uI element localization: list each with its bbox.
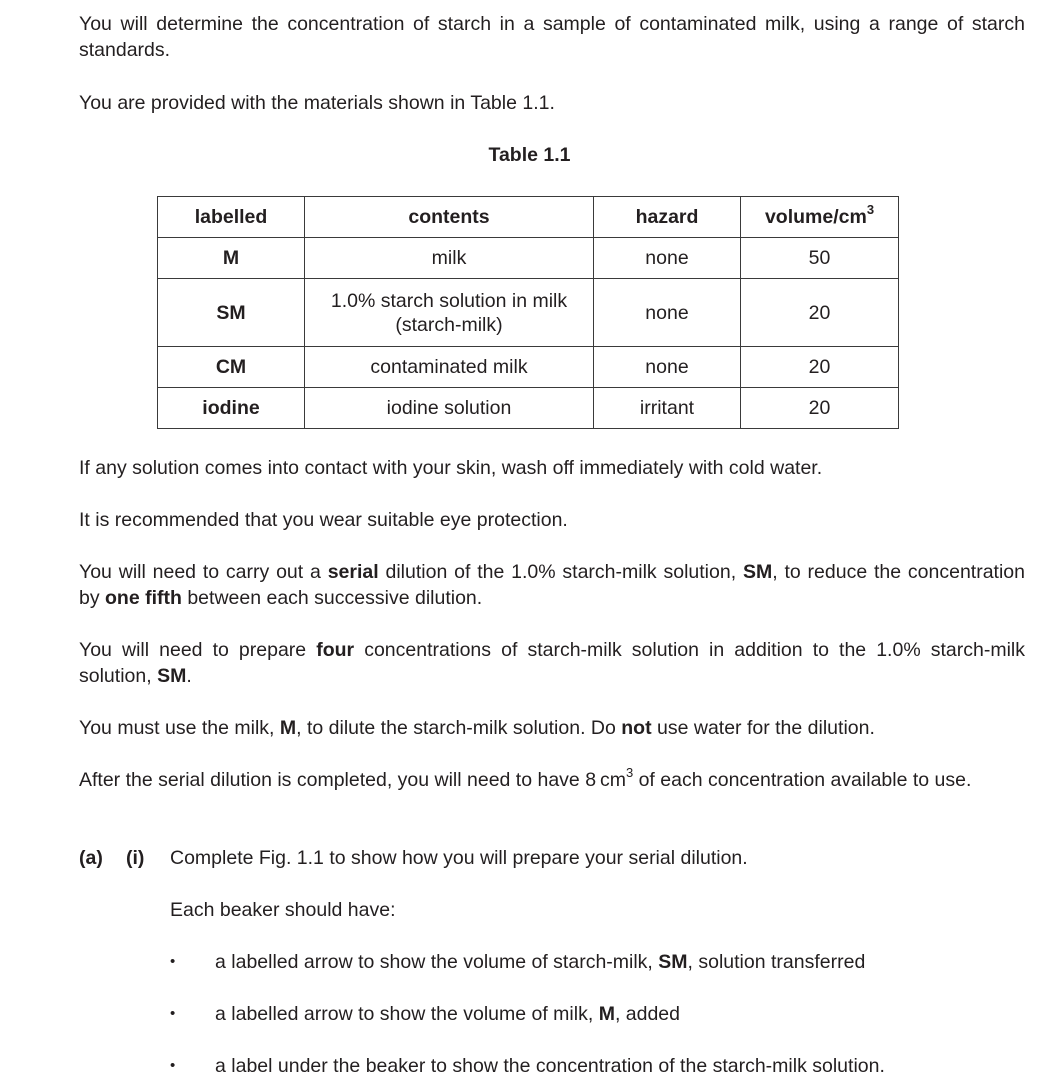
- each-beaker-heading: Each beaker should have:: [170, 899, 396, 921]
- table-title: Table 1.1: [488, 144, 571, 166]
- emphasis-not: not: [621, 717, 652, 739]
- text-run: a labelled arrow to show the volume of milk,: [215, 1003, 599, 1025]
- table-row: [158, 347, 899, 388]
- serial-dilution-paragraph: [79, 559, 1025, 611]
- cell-labelled: iodine: [158, 388, 305, 429]
- list-item: [215, 1001, 680, 1027]
- cell-hazard: none: [594, 347, 741, 388]
- question-part-label: (a): [79, 847, 103, 869]
- text-run: You will need to prepare: [79, 639, 317, 661]
- table-row: [158, 238, 899, 279]
- text-run: You must use the milk,: [79, 717, 280, 739]
- cell-contents: [305, 279, 594, 347]
- question-subpart-label: (i): [126, 847, 145, 869]
- cell-contents: iodine solution: [305, 388, 594, 429]
- text-run: , solution transferred: [687, 951, 866, 973]
- table-row: [158, 388, 899, 429]
- text-run: of each concentration available to use.: [633, 769, 972, 791]
- cell-labelled: SM: [158, 279, 305, 347]
- use-milk-paragraph: [79, 715, 1025, 741]
- question-instruction: Complete Fig. 1.1 to show how you will prepare your serial dilution.: [170, 847, 748, 869]
- cell-labelled: CM: [158, 347, 305, 388]
- cell-hazard: irritant: [594, 388, 741, 429]
- text-run: .: [186, 665, 192, 687]
- text-run: use water for the dilution.: [651, 717, 875, 739]
- emphasis-sm: SM: [157, 665, 187, 687]
- superscript: 3: [625, 764, 634, 780]
- text-run: a labelled arrow to show the volume of starch-milk,: [215, 951, 659, 973]
- safety-eye-protection: It is recommended that you wear suitable eye protection.: [79, 509, 568, 531]
- cell-hazard: none: [594, 238, 741, 279]
- cell-volume: 20: [741, 279, 899, 347]
- bullet-dot: •: [170, 1005, 176, 1022]
- bullet-dot: •: [170, 953, 176, 970]
- emphasis-four: four: [316, 639, 355, 661]
- text-run: a label under the beaker to show the concentration of the starch-milk solution.: [215, 1055, 885, 1077]
- header-contents: contents: [305, 197, 594, 238]
- cell-hazard: none: [594, 279, 741, 347]
- cell-volume: 20: [741, 388, 899, 429]
- four-concentrations-paragraph: [79, 637, 1025, 689]
- cell-contents-line1: 1.0% starch solution in milk: [330, 289, 568, 312]
- text-run: dilution of the 1.0% starch-milk solution,: [378, 561, 743, 583]
- text-run: between each successive dilution.: [181, 587, 483, 609]
- intro-paragraph: You will determine the concentration of starch in a sample of contaminated milk, using a range of starch standards.: [79, 13, 1025, 61]
- emphasis-sm: SM: [742, 561, 773, 583]
- volume-available-paragraph: [79, 764, 1025, 793]
- emphasis-serial: serial: [327, 561, 379, 583]
- emphasis-sm: SM: [658, 951, 688, 973]
- text-run: concentrations of starch-milk solution in addition to the 1.0% starch-milk solution,: [79, 639, 1025, 687]
- text-run: After the serial dilution is completed, you will need to have 8 cm: [79, 769, 626, 791]
- bullet-dot: •: [170, 1057, 176, 1074]
- emphasis-m: M: [279, 717, 297, 739]
- list-item: [215, 949, 865, 975]
- cell-volume: 20: [741, 347, 899, 388]
- header-hazard: hazard: [594, 197, 741, 238]
- table-header-row: [158, 197, 899, 238]
- header-labelled: labelled: [158, 197, 305, 238]
- header-volume-text: volume/cm: [764, 206, 867, 228]
- text-run: , to reduce the concentration by: [79, 561, 1025, 609]
- materials-table: [157, 196, 899, 429]
- table-row: [158, 279, 899, 347]
- cell-contents: milk: [305, 238, 594, 279]
- cell-volume: 50: [741, 238, 899, 279]
- header-volume-superscript: 3: [866, 201, 875, 217]
- cell-contents: contaminated milk: [305, 347, 594, 388]
- emphasis-one-fifth: one fifth: [105, 587, 182, 609]
- safety-skin: If any solution comes into contact with your skin, wash off immediately with cold water.: [79, 457, 823, 479]
- text-run: , added: [614, 1003, 680, 1025]
- text-run: , to dilute the starch-milk solution. Do: [296, 717, 622, 739]
- list-item: [215, 1053, 885, 1079]
- cell-contents-line2: (starch-milk): [395, 313, 503, 336]
- header-volume: [741, 197, 899, 238]
- cell-labelled: M: [158, 238, 305, 279]
- materials-sentence: You are provided with the materials shown in Table 1.1.: [79, 92, 555, 114]
- text-run: You will need to carry out a: [79, 561, 328, 583]
- emphasis-m: M: [598, 1003, 615, 1025]
